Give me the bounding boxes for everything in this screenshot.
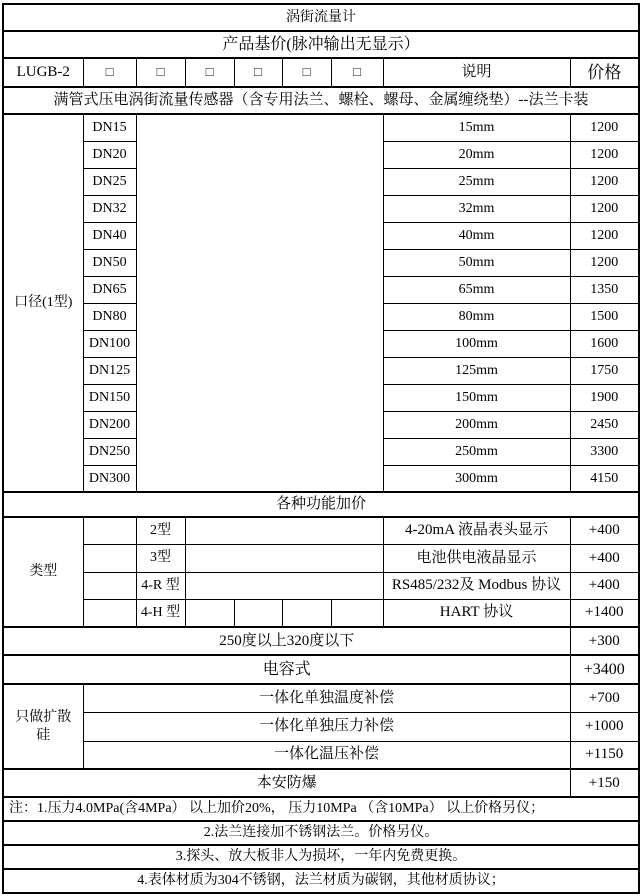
dn-code: DN300 — [83, 465, 136, 492]
dn-desc: 200mm — [383, 411, 570, 438]
checkbox-icon: □ — [234, 58, 282, 87]
safety-option-price: +150 — [570, 769, 639, 797]
dn-desc: 25mm — [383, 168, 570, 195]
dn-code: DN250 — [83, 438, 136, 465]
diameter-group-label: 口径(1型) — [3, 114, 83, 492]
type-price: +400 — [570, 572, 639, 599]
dn-price: 1200 — [570, 222, 639, 249]
price-table — [2, 3, 640, 894]
checkbox-icon: □ — [185, 58, 234, 87]
type-price: +400 — [570, 544, 639, 572]
dn-price: 1600 — [570, 330, 639, 357]
dn-price: 2450 — [570, 411, 639, 438]
empty-cell — [234, 599, 282, 627]
dn-price: 1500 — [570, 303, 639, 330]
silicon-option-desc: 一体化单独压力补偿 — [83, 712, 570, 741]
empty-cell — [83, 544, 136, 572]
empty-cell — [83, 599, 136, 627]
type-group-label: 类型 — [3, 517, 83, 627]
dn-price: 1200 — [570, 141, 639, 168]
dn-code: DN50 — [83, 249, 136, 276]
addons-section-header: 各种功能加价 — [3, 492, 639, 517]
dn-price: 4150 — [570, 465, 639, 492]
dn-code: DN15 — [83, 114, 136, 141]
silicon-option-desc: 一体化单独温度补偿 — [83, 684, 570, 712]
checkbox-icon: □ — [282, 58, 331, 87]
type-desc: RS485/232及 Modbus 协议 — [383, 572, 570, 599]
dn-code: DN25 — [83, 168, 136, 195]
silicon-group-label: 只做扩散硅 — [3, 684, 83, 769]
extra-option-desc: 250度以上320度以下 — [3, 627, 570, 655]
type-price: +1400 — [570, 599, 639, 627]
dn-desc: 32mm — [383, 195, 570, 222]
note-line: 3.探头、放大板非人为损坏，一年内免费更换。 — [3, 845, 639, 869]
silicon-option-price: +1150 — [570, 741, 639, 769]
note-line: 注：1.压力4.0MPa(含4MPa） 以上加价20%， 压力10MPa （含10MPa） 以上价格另仪； — [3, 797, 639, 821]
type-desc: 电池供电液晶显示 — [383, 544, 570, 572]
dn-price: 1350 — [570, 276, 639, 303]
type-name: 2型 — [136, 517, 185, 544]
sensor-description: 满管式压电涡街流量传感器（含专用法兰、螺栓、螺母、金属缠绕垫）--法兰卡装 — [3, 87, 639, 114]
dn-price: 1200 — [570, 168, 639, 195]
dn-price: 1200 — [570, 114, 639, 141]
type-name: 4-H 型 — [136, 599, 185, 627]
checkbox-icon: □ — [83, 58, 136, 87]
note-line: 4.表体材质为304不锈钢，法兰材质为碳钢，其他材质协议； — [3, 869, 639, 893]
dn-code: DN65 — [83, 276, 136, 303]
type-desc: 4-20mA 液晶表头显示 — [383, 517, 570, 544]
extra-option-price: +3400 — [570, 655, 639, 684]
empty-cell — [83, 572, 136, 599]
page-title: 涡街流量计 — [3, 4, 639, 31]
price-sheet — [2, 3, 640, 894]
checkbox-icon: □ — [136, 58, 185, 87]
dn-desc: 50mm — [383, 249, 570, 276]
type-name: 4-R 型 — [136, 572, 185, 599]
dn-code: DN100 — [83, 330, 136, 357]
empty-cell — [136, 114, 383, 492]
dn-desc: 40mm — [383, 222, 570, 249]
dn-price: 1750 — [570, 357, 639, 384]
dn-desc: 15mm — [383, 114, 570, 141]
silicon-option-price: +700 — [570, 684, 639, 712]
extra-option-desc: 电容式 — [3, 655, 570, 684]
dn-desc: 80mm — [383, 303, 570, 330]
empty-cell — [83, 517, 136, 544]
dn-code: DN20 — [83, 141, 136, 168]
type-price: +400 — [570, 517, 639, 544]
dn-desc: 65mm — [383, 276, 570, 303]
empty-cell — [185, 599, 234, 627]
type-desc: HART 协议 — [383, 599, 570, 627]
model-code: LUGB-2 — [3, 58, 83, 87]
dn-code: DN125 — [83, 357, 136, 384]
dn-desc: 100mm — [383, 330, 570, 357]
price-column-header: 价格 — [570, 58, 639, 87]
dn-desc: 250mm — [383, 438, 570, 465]
note-line: 2.法兰连接加不锈钢法兰。价格另仪。 — [3, 821, 639, 845]
checkbox-icon: □ — [331, 58, 383, 87]
dn-price: 1900 — [570, 384, 639, 411]
base-price-subtitle: 产品基价(脉冲输出无显示） — [3, 31, 639, 58]
dn-desc: 300mm — [383, 465, 570, 492]
dn-price: 1200 — [570, 195, 639, 222]
empty-cell — [185, 572, 383, 599]
empty-cell — [331, 599, 383, 627]
empty-cell — [282, 599, 331, 627]
empty-cell — [185, 544, 383, 572]
dn-code: DN40 — [83, 222, 136, 249]
dn-code: DN150 — [83, 384, 136, 411]
desc-column-header: 说明 — [383, 58, 570, 87]
type-name: 3型 — [136, 544, 185, 572]
dn-code: DN80 — [83, 303, 136, 330]
silicon-option-price: +1000 — [570, 712, 639, 741]
dn-code: DN200 — [83, 411, 136, 438]
safety-option-desc: 本安防爆 — [3, 769, 570, 797]
dn-price: 3300 — [570, 438, 639, 465]
dn-code: DN32 — [83, 195, 136, 222]
silicon-option-desc: 一体化温压补偿 — [83, 741, 570, 769]
dn-desc: 150mm — [383, 384, 570, 411]
dn-desc: 125mm — [383, 357, 570, 384]
extra-option-price: +300 — [570, 627, 639, 655]
dn-desc: 20mm — [383, 141, 570, 168]
empty-cell — [185, 517, 383, 544]
dn-price: 1200 — [570, 249, 639, 276]
